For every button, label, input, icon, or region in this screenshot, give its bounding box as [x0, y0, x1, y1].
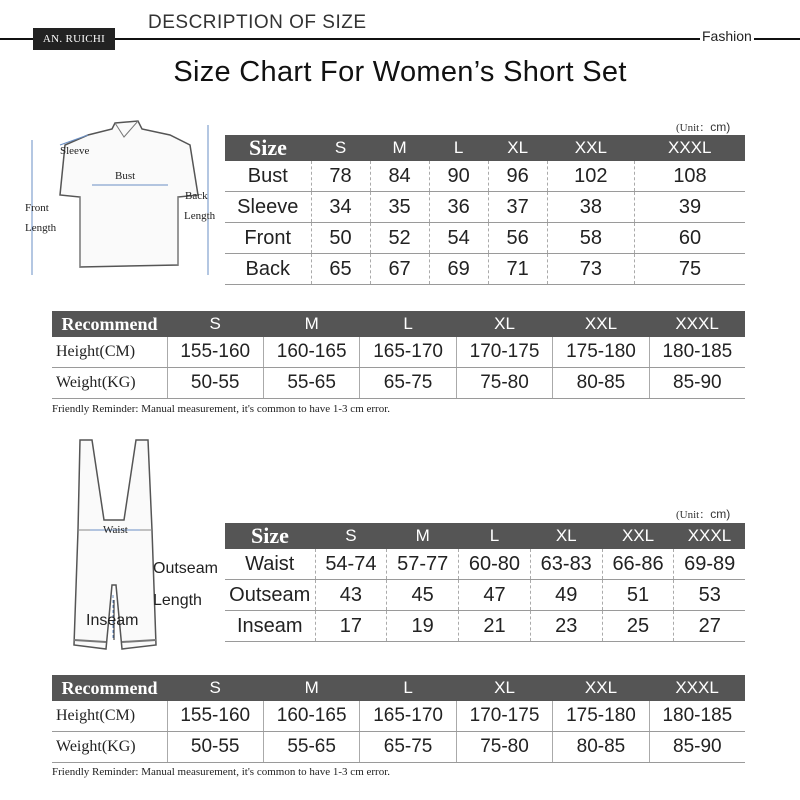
table-cell: 160-165	[263, 701, 359, 732]
bust-label: Bust	[115, 170, 136, 182]
table-cell: 57-77	[387, 549, 459, 580]
page-title: Size Chart For Women’s Short Set	[173, 56, 627, 88]
table-header-row	[52, 311, 745, 337]
table-cell: 155-160	[167, 337, 263, 368]
header-cell: XXL	[602, 523, 674, 549]
table-cell: 56	[488, 223, 547, 254]
table-cell: 65	[311, 254, 370, 285]
header-cell: XXL	[553, 311, 649, 337]
table-cell: 27	[674, 611, 745, 642]
outseam-length-label: Length	[153, 592, 202, 609]
header-cell: XL	[456, 675, 552, 701]
table-cell: 65-75	[360, 368, 456, 399]
table-cell: 66-86	[602, 549, 674, 580]
table-cell: 60	[635, 223, 746, 254]
table-cell: 45	[387, 580, 459, 611]
inseam-label: Inseam	[86, 612, 139, 629]
table-cell: 17	[315, 611, 387, 642]
table-cell: 96	[488, 161, 547, 192]
row-label: Bust	[225, 161, 311, 192]
section-heading: DESCRIPTION OF SIZE	[148, 12, 367, 33]
table-cell: 50	[311, 223, 370, 254]
table-cell: 36	[429, 192, 488, 223]
table-cell: 34	[311, 192, 370, 223]
table-cell: 38	[547, 192, 634, 223]
table-cell: 69-89	[674, 549, 745, 580]
shorts-recommend-table	[52, 675, 745, 763]
row-label: Weight(KG)	[52, 368, 167, 399]
header-cell: S	[167, 675, 263, 701]
row-label: Inseam	[225, 611, 315, 642]
table-cell: 84	[370, 161, 429, 192]
back-length-label: Length	[184, 210, 216, 222]
brand-logo: AN. RUICHI	[33, 28, 115, 50]
fashion-label: Fashion	[702, 28, 752, 44]
row-label: Outseam	[225, 580, 315, 611]
table-cell: 73	[547, 254, 634, 285]
header-rule	[0, 38, 800, 40]
back-label: Back	[185, 190, 208, 202]
header-cell: XXXL	[635, 135, 746, 161]
table-row	[52, 732, 745, 763]
table-cell: 52	[370, 223, 429, 254]
table-cell: 170-175	[456, 337, 552, 368]
table-cell: 102	[547, 161, 634, 192]
waist-label: Waist	[103, 524, 128, 536]
table-cell: 25	[602, 611, 674, 642]
table-cell: 90	[429, 161, 488, 192]
row-label: Sleeve	[225, 192, 311, 223]
table-cell: 63-83	[530, 549, 602, 580]
header-cell: M	[263, 675, 359, 701]
table-cell: 54	[429, 223, 488, 254]
table-row	[225, 192, 745, 223]
table-row	[225, 223, 745, 254]
table-cell: 80-85	[553, 732, 649, 763]
jersey-recommend-table	[52, 311, 745, 399]
header-cell: M	[263, 311, 359, 337]
outseam-label: Outseam	[153, 560, 218, 577]
table-cell: 55-65	[263, 368, 359, 399]
table-row	[225, 254, 745, 285]
row-label: Waist	[225, 549, 315, 580]
table-cell: 75-80	[456, 368, 552, 399]
front-label: Front	[25, 202, 49, 214]
table-cell: 80-85	[553, 368, 649, 399]
table-cell: 165-170	[360, 701, 456, 732]
table-cell: 71	[488, 254, 547, 285]
table-cell: 35	[370, 192, 429, 223]
unit-label: (Unit：cm)	[676, 507, 731, 521]
table-header-row	[225, 135, 745, 161]
table-row	[225, 549, 745, 580]
table-cell: 69	[429, 254, 488, 285]
row-label: Front	[225, 223, 311, 254]
table-cell: 21	[459, 611, 531, 642]
jersey-size-table	[225, 135, 745, 285]
reminder-text: Friendly Reminder: Manual measurement, it's common to have 1-3 cm error.	[52, 766, 391, 778]
reminder-text: Friendly Reminder: Manual measurement, it's common to have 1-3 cm error.	[52, 403, 391, 415]
table-cell: 19	[387, 611, 459, 642]
row-label: Height(CM)	[52, 701, 167, 732]
table-cell: 50-55	[167, 368, 263, 399]
table-cell: 50-55	[167, 732, 263, 763]
table-cell: 47	[459, 580, 531, 611]
header-cell: L	[360, 311, 456, 337]
table-cell: 54-74	[315, 549, 387, 580]
unit-label: (Unit：cm)	[676, 120, 731, 134]
header-cell: XL	[488, 135, 547, 161]
table-cell: 180-185	[649, 701, 745, 732]
header-cell: L	[429, 135, 488, 161]
table-cell: 37	[488, 192, 547, 223]
table-header-row	[52, 675, 745, 701]
table-cell: 43	[315, 580, 387, 611]
table-cell: 65-75	[360, 732, 456, 763]
header-cell: XXL	[553, 675, 649, 701]
shorts-size-table	[225, 523, 745, 642]
sleeve-label: Sleeve	[60, 145, 90, 157]
table-cell: 85-90	[649, 368, 745, 399]
header-cell: S	[315, 523, 387, 549]
table-cell: 49	[530, 580, 602, 611]
header-cell: XL	[530, 523, 602, 549]
header-cell: XXXL	[649, 311, 745, 337]
header-cell: Recommend	[52, 675, 167, 701]
table-row	[52, 368, 745, 399]
table-row	[52, 337, 745, 368]
row-label: Weight(KG)	[52, 732, 167, 763]
table-cell: 51	[602, 580, 674, 611]
table-cell: 39	[635, 192, 746, 223]
table-cell: 175-180	[553, 337, 649, 368]
header-cell: L	[360, 675, 456, 701]
header-cell: XXXL	[649, 675, 745, 701]
table-cell: 108	[635, 161, 746, 192]
header-cell: XXL	[547, 135, 634, 161]
header-cell: S	[167, 311, 263, 337]
table-cell: 160-165	[263, 337, 359, 368]
table-cell: 55-65	[263, 732, 359, 763]
header-cell: S	[311, 135, 370, 161]
table-cell: 85-90	[649, 732, 745, 763]
table-cell: 155-160	[167, 701, 263, 732]
header-cell: XXXL	[674, 523, 745, 549]
row-label: Back	[225, 254, 311, 285]
front-length-label: Length	[25, 222, 57, 234]
table-cell: 23	[530, 611, 602, 642]
table-cell: 75-80	[456, 732, 552, 763]
header-cell: XL	[456, 311, 552, 337]
table-row	[225, 580, 745, 611]
header-cell: Size	[225, 135, 311, 161]
table-cell: 58	[547, 223, 634, 254]
table-cell: 165-170	[360, 337, 456, 368]
header-cell: Size	[225, 523, 315, 549]
header-cell: M	[370, 135, 429, 161]
table-cell: 67	[370, 254, 429, 285]
header-cell: Recommend	[52, 311, 167, 337]
header-cell: L	[459, 523, 531, 549]
table-row	[225, 161, 745, 192]
table-row	[52, 701, 745, 732]
table-cell: 175-180	[553, 701, 649, 732]
table-cell: 78	[311, 161, 370, 192]
row-label: Height(CM)	[52, 337, 167, 368]
table-cell: 180-185	[649, 337, 745, 368]
table-cell: 75	[635, 254, 746, 285]
table-header-row	[225, 523, 745, 549]
table-cell: 170-175	[456, 701, 552, 732]
table-cell: 53	[674, 580, 745, 611]
table-cell: 60-80	[459, 549, 531, 580]
header-cell: M	[387, 523, 459, 549]
table-row	[225, 611, 745, 642]
